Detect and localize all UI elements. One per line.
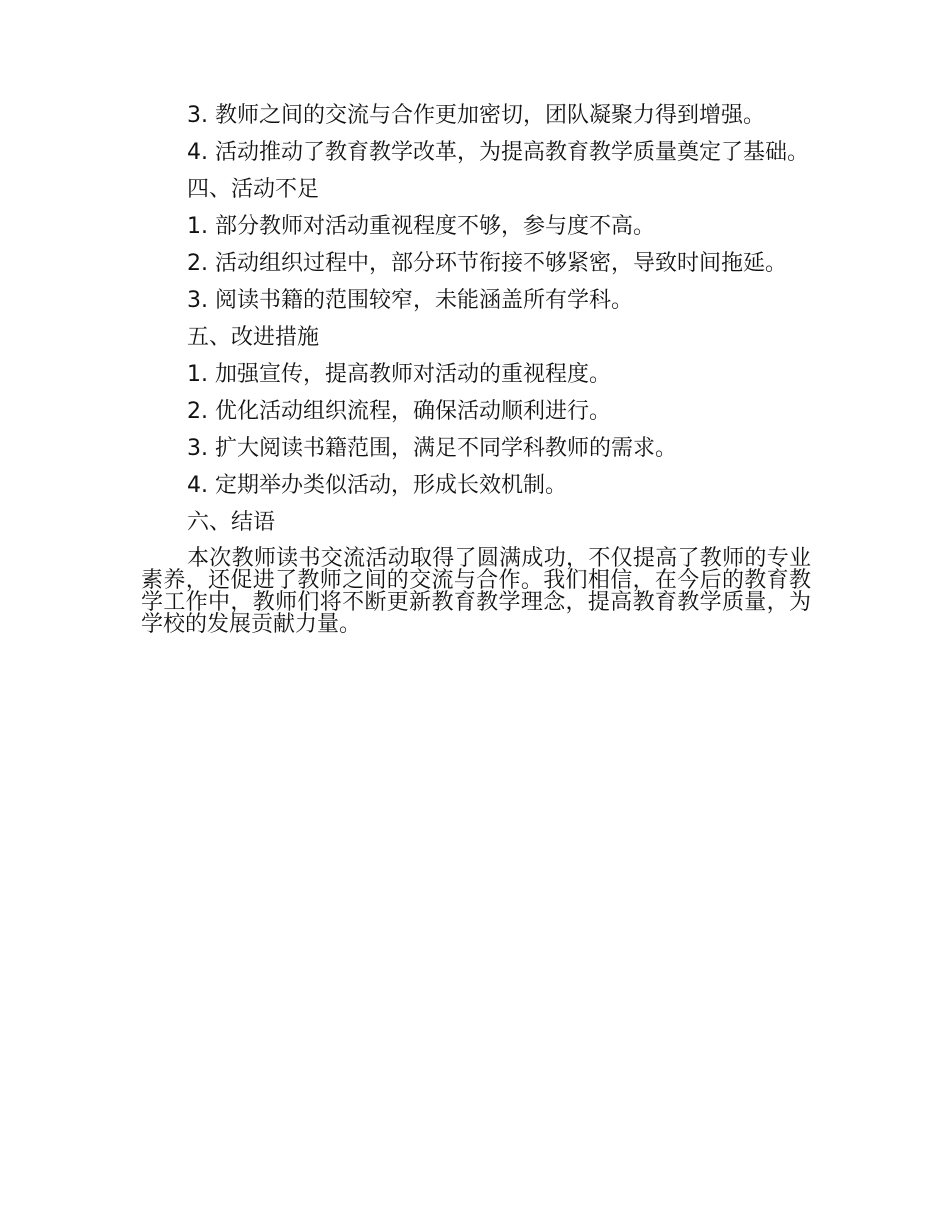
- paragraph-shortcoming-1: 1. 部分教师对活动重视程度不够，参与度不高。: [187, 214, 655, 239]
- paragraph-result-3: 3. 教师之间的交流与合作更加密切，团队凝聚力得到增强。: [187, 103, 765, 128]
- paragraph-improvement-1: 1. 加强宣传，提高教师对活动的重视程度。: [187, 362, 611, 387]
- section-heading-conclusion: 六、结语: [187, 510, 276, 535]
- paragraph-conclusion: 本次教师读书交流活动取得了圆满成功，不仅提高了教师的专业素养，还促进了教师之间的交流与合作。我们相信，在今后的教育教学工作中，教师们将不断更新教育教学理念，提高教育教学质量，为学校的发展贡献力量。: [141, 546, 811, 637]
- paragraph-improvement-2: 2. 优化活动组织流程，确保活动顺利进行。: [187, 399, 611, 424]
- paragraph-result-4: 4. 活动推动了教育教学改革，为提高教育教学质量奠定了基础。: [187, 140, 809, 165]
- document-body: [141, 104, 811, 636]
- section-heading-improvements: 五、改进措施: [187, 325, 320, 350]
- paragraph-improvement-4: 4. 定期举办类似活动，形成长效机制。: [187, 473, 567, 498]
- paragraph-shortcoming-3: 3. 阅读书籍的范围较窄，未能涵盖所有学科。: [187, 288, 633, 313]
- section-heading-shortcomings: 四、活动不足: [187, 177, 320, 202]
- paragraph-improvement-3: 3. 扩大阅读书籍范围，满足不同学科教师的需求。: [187, 436, 677, 461]
- paragraph-shortcoming-2: 2. 活动组织过程中，部分环节衔接不够紧密，导致时间拖延。: [187, 251, 787, 276]
